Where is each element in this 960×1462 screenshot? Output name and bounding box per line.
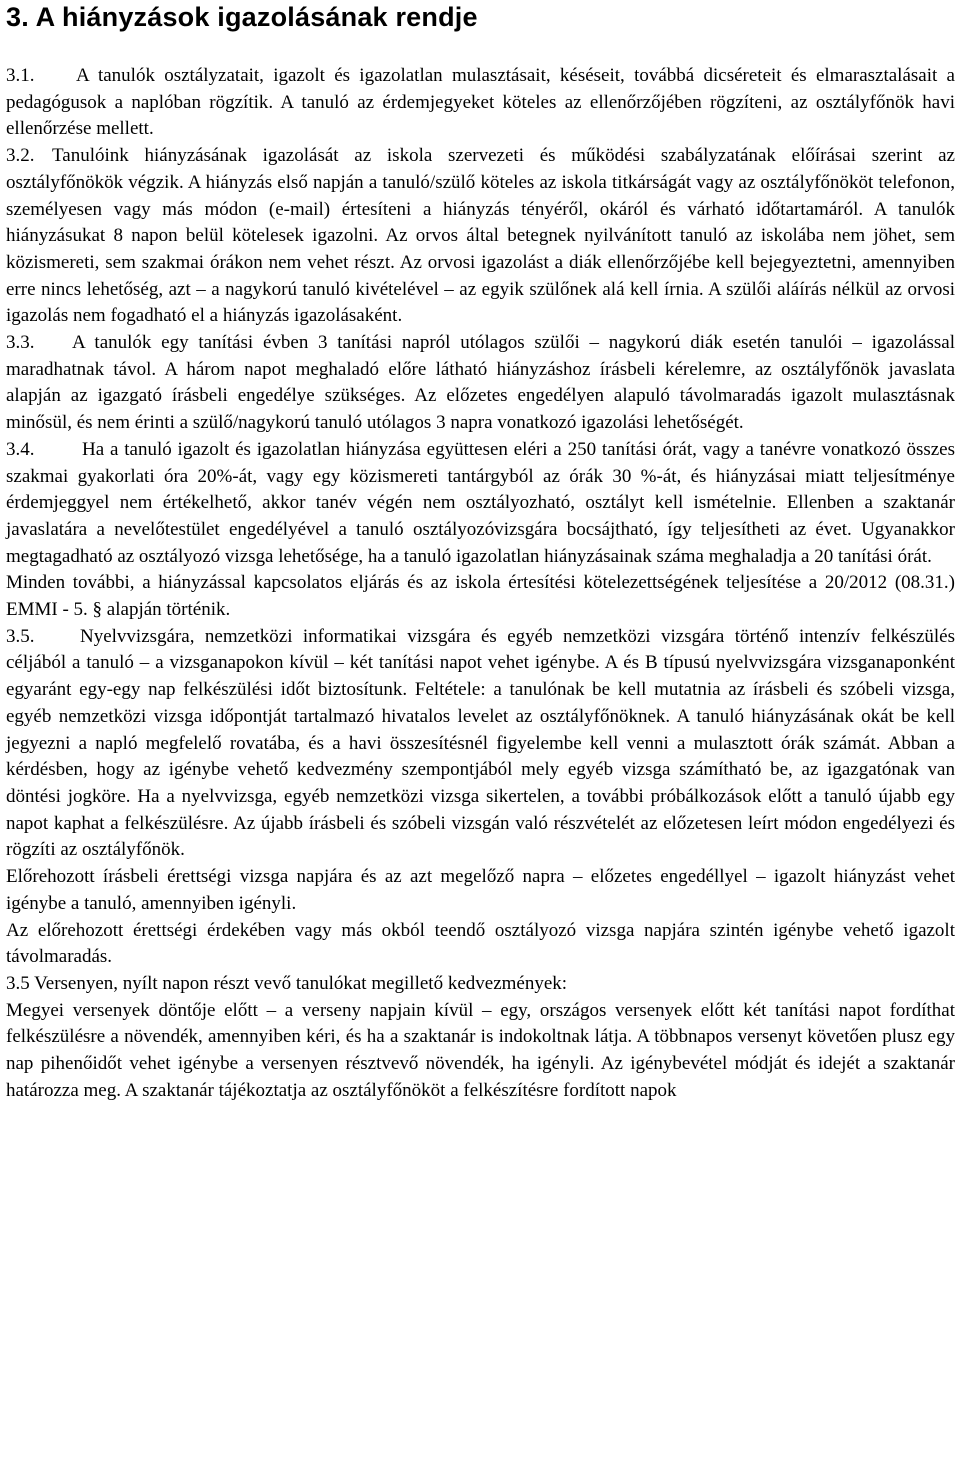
- paragraph-number: 3.2.: [6, 145, 35, 167]
- paragraph-competitions-heading: [6, 971, 955, 998]
- paragraph-legal-reference: [6, 570, 955, 623]
- paragraph-text: Ha a tanuló igazolt és igazolatlan hiányzása együttesen eléri a 250 tanítási órát, vagy a tanévre vonatkozó összes szakmai gyakorlati óra 20%-át, vagy egy közismereti tantárgyból az órák 30 %-át, és hiányzásai miatt teljesítménye érdemjeggyel nem értékelhető, akkor tanév végén nem osztályozható, osztályt kell ismételnie. Ellenben a szaktanár javaslatára a nevelőtestület engedélyével a tanuló osztályozóvizsgára bocsájtható, így teljesítheti az évet. Ugyanakkor megtagadható az osztályozó vizsga lehetősége, ha a tanuló igazolatlan hiányzásainak száma meghaladja a 20 tanítási órát.: [6, 438, 955, 567]
- section-title: 3. A hiányzások igazolásának rendje: [6, 2, 478, 32]
- paragraph-number: 3.3.: [6, 332, 35, 354]
- document-body: [6, 63, 955, 1104]
- paragraph-3-4: [6, 437, 955, 571]
- paragraph-competitions: [6, 998, 955, 1105]
- paragraph-3-1: [6, 63, 955, 143]
- paragraph-text: Az előrehozott érettségi érdekében vagy más okból teendő osztályozó vizsga napjára szintén igénybe vehető igazolt távolmaradás.: [6, 919, 955, 968]
- paragraph-text: Előrehozott írásbeli érettségi vizsga napjára és az azt megelőző napra – előzetes engedéllyel – igazolt hiányzást vehet igénybe a tanuló, amennyiben igényli.: [6, 866, 955, 914]
- document-page: [0, 2, 960, 1462]
- paragraph-text: Nyelvvizsgára, nemzetközi informatikai vizsgára és egyéb nemzetközi vizsgára történő intenzív felkészülés céljából a tanuló – a vizsganapokon kívül – két tanítási napot vehet igénybe. A és B típusú nyelvvizsgára vizsganaponként egyaránt egy-egy nap felkészülési időt biztosítunk. Feltétele: a tanulónak be kell mutatnia az írásbeli és szóbeli vizsga, egyéb nemzetközi vizsga időpontját tartalmazó hivatalos levelet az osztályfőnöknek. A tanuló hiányzásának okát be kell jegyezni a napló megfelelő rovatába, és a havi összesítésnél figyelembe kell venni a mulasztott órák számát. Abban a kérdésben, hogy az igénybe vehető kedvezmény szempontjából mely egyéb vizsga számítható be, az igazgatónak van döntési jogköre. Ha a nyelvvizsga, egyéb nemzetközi vizsga sikertelen, a további próbálkozások előtt a tanuló újabb egy napot kaphat a felkészülésre. Az újabb írásbeli és szóbeli vizsgán való részvételét az előzetesen leírt módon engedélyezi és rögzíti az osztályfőnök.: [6, 625, 955, 861]
- paragraph-3-5: [6, 624, 955, 864]
- paragraph-exam-absence: [6, 918, 955, 971]
- paragraph-early-exam: [6, 864, 955, 917]
- paragraph-number: 3.1.: [6, 65, 35, 86]
- paragraph-text: 3.5 Versenyen, nyílt napon részt vevő tanulókat megillető kedvezmények:: [6, 972, 568, 994]
- paragraph-3-3: [6, 330, 955, 437]
- paragraph-text: Minden további, a hiányzással kapcsolatos eljárás és az iskola értesítési kötelezettségének teljesítése a 20/2012 (08.31.) EMMI - 5. § alapján történik.: [6, 572, 955, 621]
- paragraph-number: 3.5.: [6, 625, 35, 647]
- paragraph-text: Tanulóink hiányzásának igazolását az iskola szervezeti és működési szabályzatának előírásai szerint az osztályfőnökök végzik. A hiányzás első napján a tanuló/szülő köteles az iskola titkárságát vagy az osztályfőnököt telefonon, személyesen vagy más módon (e-mail) értesíteni a hiányzás tényéről, okáról és várható időtartamáról. A tanulók hiányzásukat 8 napon belül kötelesek igazolni. Az orvos által betegnek nyilvánított tanuló az iskolába nem jöhet, sem közismereti, sem szakmai órákon nem vehet részt. Az orvosi igazolást a diák ellenőrzőjébe kell bejegyeztetni, amennyiben erre nincs lehetőség, azt – a nagykorú tanuló kivételével – az egyik szülőnek alá kell írnia. A szülői aláírás nélkül az orvosi igazolás nem fogadható el a hiányzás igazolásaként.: [6, 145, 955, 327]
- paragraph-text: A tanulók osztályzatait, igazolt és igazolatlan mulasztásait, késéseit, továbbá dicséreteit és elmarasztalásait a pedagógusok a naplóban rögzítik. A tanuló az érdemjegyeket köteles az ellenőrzőjében rögzíteni, az osztályfőnök havi ellenőrzése mellett.: [6, 65, 955, 140]
- paragraph-3-2: [6, 143, 955, 330]
- paragraph-number: 3.4.: [6, 438, 35, 460]
- paragraph-text: Megyei versenyek döntője előtt – a verseny napjain kívül – egy, országos versenyek előtt két tanítási napot fordíthat felkészülésre a növendék, amennyiben kéri, és ha a szaktanár is indokoltnak látja. A többnapos versenyt követően plusz egy nap pihenőidőt vehet igénybe a versenyen résztvevő növendék, ha igényli. Az igénybevétel módját és idejét a szaktanár határozza meg. A szaktanár tájékoztatja az osztályfőnököt a felkészítésre fordított napok: [6, 999, 955, 1101]
- paragraph-text: A tanulók egy tanítási évben 3 tanítási napról utólagos szülői – nagykorú diák esetén tanulói – igazolással maradhatnak távol. A három napot meghaladó előre látható hiányzáshoz írásbeli kérelemre, az osztályfőnök javaslata alapján az igazgató írásbeli engedélye szükséges. Az előzetes engedélyen alapuló távolmaradás igazolt mulasztásnak minősül, és nem érinti a szülő/nagykorú tanuló utólagos 3 napra vonatkozó igazolási lehetőségét.: [6, 332, 955, 434]
